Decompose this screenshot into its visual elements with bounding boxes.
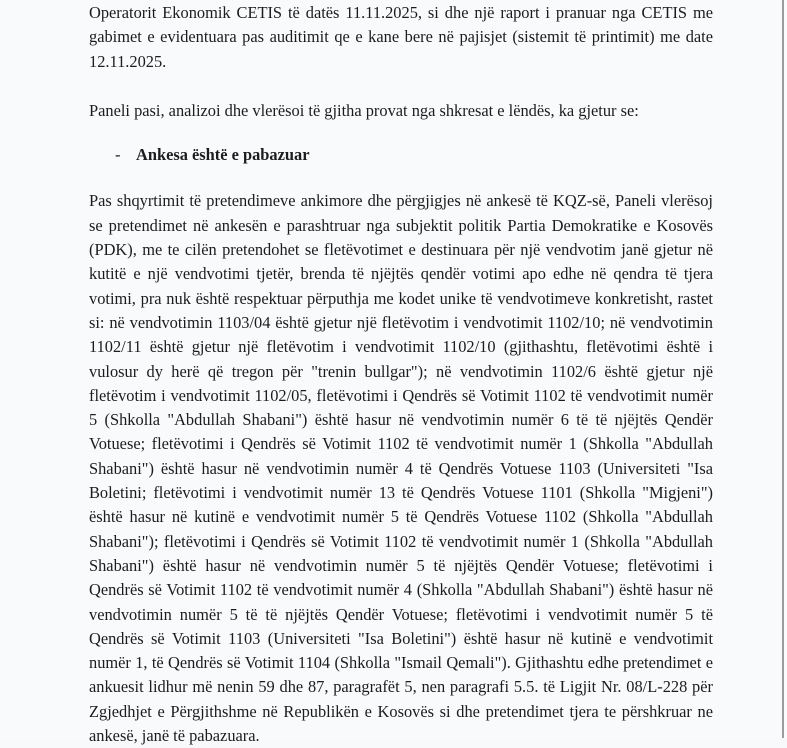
finding-bullet: [89, 143, 713, 167]
page-right-border: [782, 0, 787, 738]
intro-paragraph: Operatorit Ekonomik CETIS të datës 11.11.2025, si dhe një raport i pranuar nga CETIS me gabimet e evidentuara pas auditimit qe e kane bere në pajisjet (sistemit të printimit) me date 12.11.2025.: [89, 3, 713, 71]
bullet-dash-marker: -: [115, 145, 121, 165]
document-content: [89, 0, 713, 748]
reasoning-paragraph: Pas shqyrtimit të pretendimeve ankimore dhe përgjigjes në ankesë të KQZ-së, Paneli vlerësoj se pretendimet në ankesën e parashtruar nga subjektit politik Partia Demokratike e Kosovës (PDK), me te cilën pretendohet se fletëvotimet e destinuara për një vendvotim janë gjetur në kutitë e një vendvotimi tjetër, brenda të njëjtës qendër votimi apo edhe në qendra të tjera votimi, pra nuk është respektuar përputhja me kodet unike të vendvotimeve konkretisht, rastet si: në vendvotimin 1103/04 është gjetur një fletëvotim i vendvotimit 1102/10; në vendvotimin 1102/11 është gjetur një fletëvotim i vendvotimit 1102/10 (gjithashtu, fletëvotimi është i vulosur dy herë që tregon për "trenin bullgar"); në vendvotimin 1102/6 është gjetur një fletëvotim i vendvotimit 1102/05, fletëvotimi i Qendrës së Votimit 1102 të vendvotimit numër 5 (Shkolla "Abdullah Shabani") është hasur në vendvotimin numër 6 të të njëjtës Qendër Votuese; fletëvotimi i Qendrës së Votimit 1102 të vendvotimit numër 1 (Shkolla "Abdullah Shabani") është hasur në vendvotimin numër 4 të Qendrës Votuese 1103 (Universiteti "Isa Boletini; fletëvotimi i vendvotimit numër 13 të Qendrës Votuese 1101 (Shkolla "Migjeni") është hasur në kutinë e vendvotimit numër 5 të Qendrës Votuese 1102 (Shkolla "Abdullah Shabani"); fletëvotimi i Qendrës së Votimit 1102 të vendvotimit numër 1 (Shkolla "Abdullah Shabani") është hasur në vendvotimin numër 5 të njëjtës Qendër Votuese; fletëvotimi i Qendrës së Votimit 1102 të vendvotimit numër 4 (Shkolla "Abdullah Shabani") është hasur në vendvotimin numër 5 të të njëjtës Qendër Votuese; fletëvotimi i vendvotimit numër 5 të Qendrës së Votimit 1103 (Universiteti "Isa Boletini") është hasur në kutinë e vendvotimit numër 1, të Qendrës së Votimit 1104 (Shkolla "Ismail Qemali"). Gjithashtu edhe pretendimet e ankuesit lidhur më nenin 59 dhe 87, paragrafët 5, nen paragrafi 5.5. të Ligjit Nr. 08/L-228 për Zgjedhjet e Përgjithshme në Republikën e Kosovës si dhe pretendimet tjera te përshkruar ne ankesë, janë të pabazuara.: [89, 191, 713, 746]
panel-findings-paragraph: Paneli pasi, analizoi dhe vlerësoi të gjitha provat nga shkresat e lëndës, ka gjetur se:: [89, 100, 639, 120]
finding-heading: Ankesa është e pabazuar: [136, 145, 310, 165]
